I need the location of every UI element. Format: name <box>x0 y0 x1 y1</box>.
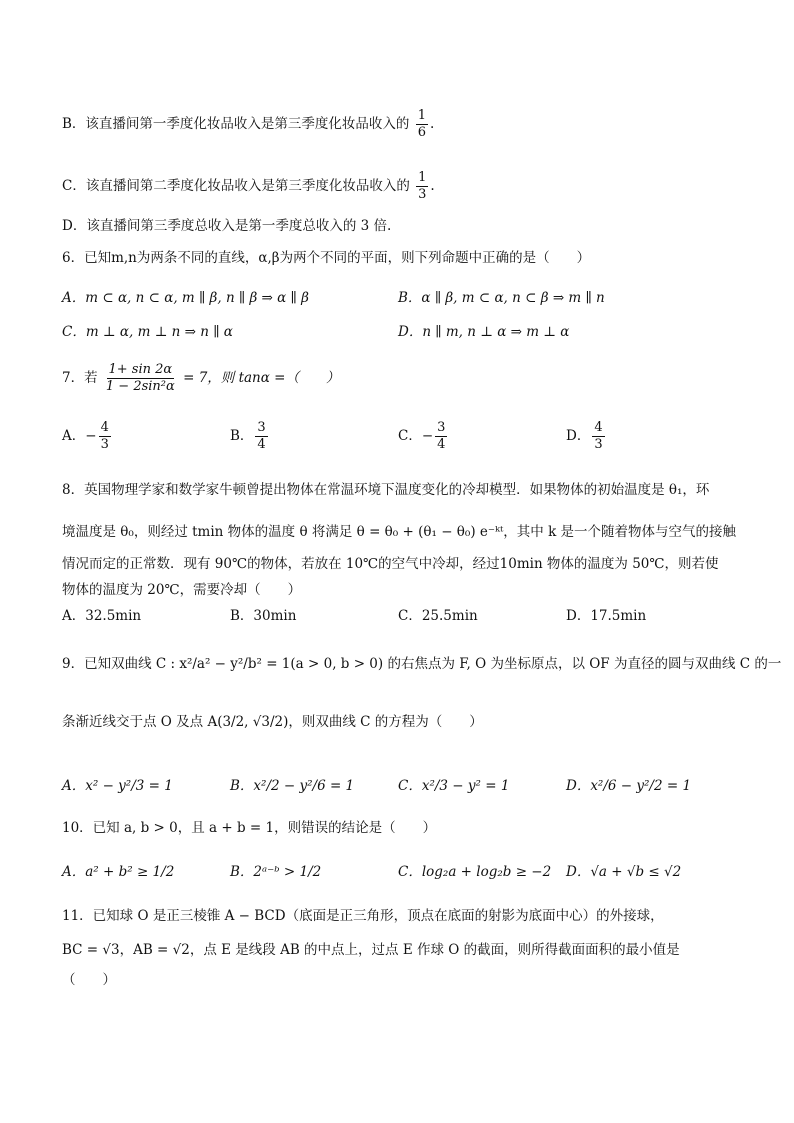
q5-option-b-text: B．该直播间第一季度化妆品收入是第三季度化妆品收入的 <box>62 116 410 132</box>
q10-option-d: D．√a + √b ≤ √2 <box>566 864 682 880</box>
q7-fraction: $\frac{1+ \sin 2\alpha}{\text{1 − 2sin²α}}$ <box>105 362 175 394</box>
q9-option-a: A．x² − y²/3 = 1 <box>62 778 173 794</box>
q6-option-d: D．n ∥ m, n ⊥ α ⇒ m ⊥ α <box>398 324 570 340</box>
q8-line-4: 物体的温度为 20℃，需要冷却（ ） <box>62 582 302 598</box>
q6-stem: 6．已知m,n为两条不同的直线，α,β为两个不同的平面，则下列命题中正确的是（ ） <box>62 250 591 266</box>
q9-option-c: C．x²/3 − y² = 1 <box>398 778 510 794</box>
q8-option-a: A．32.5min <box>62 608 142 624</box>
q5-option-c: C．该直播间第二季度化妆品收入是第三季度化妆品收入的 $\frac{1}{3}$ . <box>62 170 435 202</box>
q11-line-1: 11．已知球 O 是正三棱锥 A − BCD（底面是正三角形，顶点在底面的射影为底面中心）的外接球， <box>62 908 664 924</box>
q7-stem: 7．若 $\frac{1+ \sin 2\alpha}{\text{1 − 2sin²α}}$ = 7，则 tanα =（ ） <box>62 362 340 394</box>
q10-option-b: B．2ᵃ⁻ᵇ > 1/2 <box>230 864 322 880</box>
q11-line-3: （ ） <box>62 972 116 988</box>
q9-option-d: D．x²/6 − y²/2 = 1 <box>566 778 692 794</box>
q8-line-2: 境温度是 θ₀，则经过 tmin 物体的温度 θ 将满足 θ = θ₀ + (θ₁ − θ₀) e⁻ᵏᵗ，其中 k 是一个随着物体与空气的接触 <box>62 524 737 540</box>
q8-line-1: 8．英国物理学家和数学家牛顿曾提出物体在常温环境下温度变化的冷却模型．如果物体的初始温度是 θ₁，环 <box>62 482 710 498</box>
q8-option-c: C．25.5min <box>398 608 478 624</box>
q9-line-1: 9．已知双曲线 C : x²/a² − y²/b² = 1(a > 0, b > 0) 的右焦点为 F, O 为坐标原点，以 OF 为直径的圆与双曲线 C 的一 <box>62 656 782 672</box>
q10-stem: 10．已知 a, b > 0，且 a + b = 1，则错误的结论是（ ） <box>62 820 437 836</box>
q6-option-c: C．m ⊥ α, m ⊥ n ⇒ n ∥ α <box>62 324 233 340</box>
q5-option-b: B．该直播间第一季度化妆品收入是第三季度化妆品收入的 $\frac{1}{6}$ . <box>62 108 435 140</box>
q5-option-c-text: C．该直播间第二季度化妆品收入是第三季度化妆品收入的 <box>62 178 410 194</box>
q6-option-a: A．m ⊂ α, n ⊂ α, m ∥ β, n ∥ β ⇒ α ∥ β <box>62 290 309 306</box>
q8-line-3: 情况而定的正常数．现有 90℃的物体，若放在 10℃的空气中冷却，经过10min 物体的温度为 50℃，则若使 <box>62 556 719 572</box>
q5-option-c-fraction: $\frac{1}{3}$ <box>418 170 427 202</box>
q9-line-2: 条渐近线交于点 O 及点 A(3/2, √3/2)，则双曲线 C 的方程为（ ） <box>62 714 483 730</box>
q7-option-a: A．− $\frac{4}{3}$ <box>62 420 109 452</box>
q8-option-b: B．30min <box>230 608 297 624</box>
q7-option-c: C．− $\frac{3}{4}$ <box>398 420 446 452</box>
q7-option-b: B． $\frac{3}{4}$ <box>230 420 266 452</box>
q10-option-a: A．a² + b² ≥ 1/2 <box>62 864 175 880</box>
q10-option-c: C．log₂a + log₂b ≥ −2 <box>398 864 552 880</box>
q5-option-b-fraction: $\frac{1}{6}$ <box>417 108 426 140</box>
q9-option-b: B．x²/2 − y²/6 = 1 <box>230 778 355 794</box>
q6-option-b: B．α ∥ β, m ⊂ α, n ⊂ β ⇒ m ∥ n <box>398 290 605 306</box>
q11-line-2: BC = √3，AB = √2，点 E 是线段 AB 的中点上，过点 E 作球 O 的截面，则所得截面面积的最小值是 <box>62 942 680 958</box>
q8-option-d: D．17.5min <box>566 608 647 624</box>
q5-option-d: D．该直播间第三季度总收入是第一季度总收入的 3 倍. <box>62 218 392 234</box>
q7-option-d: D． $\frac{4}{3}$ <box>566 420 603 452</box>
